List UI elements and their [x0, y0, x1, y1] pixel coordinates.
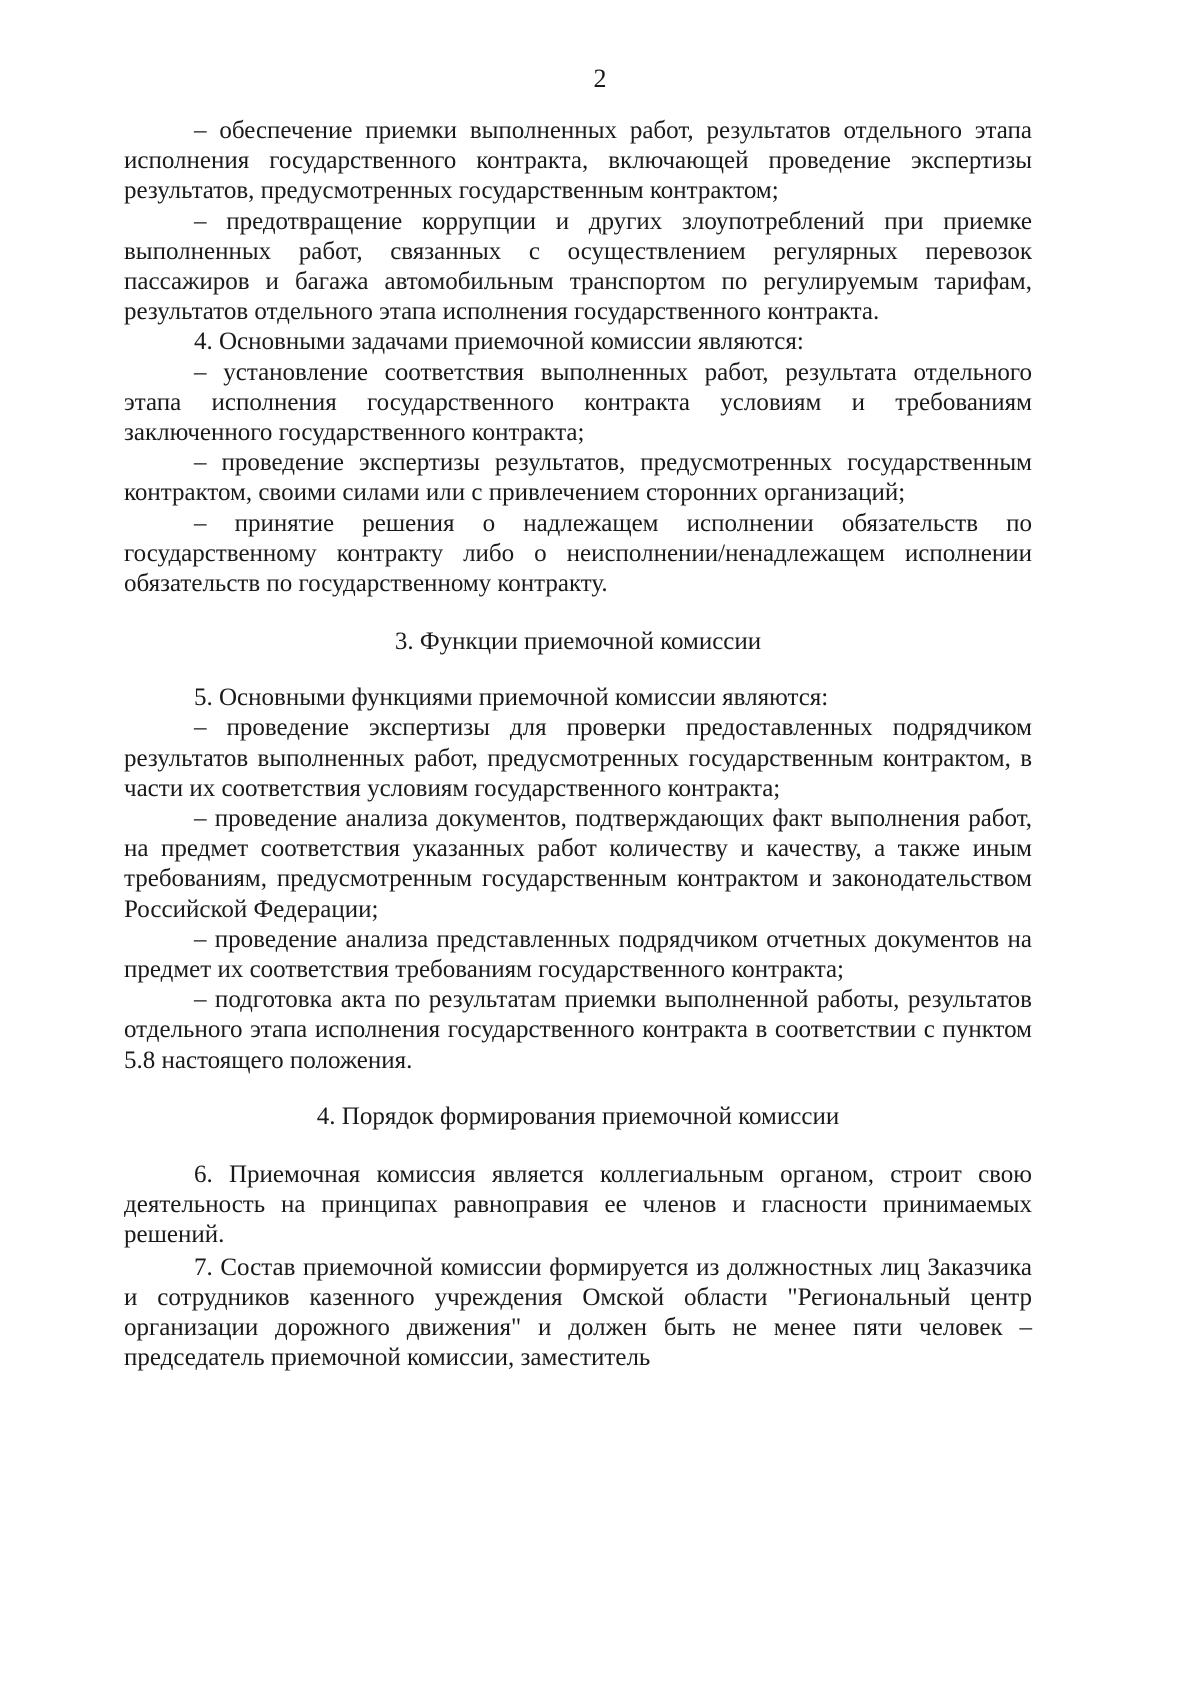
paragraph: 5. Основными функциями приемочной комиссии являются:	[194, 684, 829, 712]
document-body	[124, 116, 1032, 1373]
paragraph: – принятие решения о надлежащем исполнении обязательств по государственному контракту либо о неисполнении/ненадлежащем исполнении обязательств по государственному контракту.	[124, 509, 1032, 598]
paragraph: – обеспечение приемки выполненных работ, результатов отдельного этапа исполнения государственного контракта, включающей проведение экспертизы результатов, предусмотренных государственным контрактом;	[124, 117, 1032, 205]
paragraph: 4. Основными задачами приемочной комиссии являются:	[194, 328, 804, 356]
paragraph: 7. Состав приемочной комиссии формируется из должностных лиц Заказчика и сотрудников казенного учреждения Омской области "Региональный центр организации дорожного движения" и должен быть не менее пяти человек – председатель приемочной комиссии, заместитель	[124, 1253, 1032, 1372]
paragraph: – проведение анализа документов, подтверждающих факт выполнения работ, на предмет соответствия указанных работ количеству и качеству, а также иным требованиям, предусмотренным государственным контрактом и законодательством Российской Федерации;	[124, 805, 1032, 923]
paragraph: – проведение экспертизы результатов, предусмотренных государственным контрактом, своими силами или с привлечением сторонних организаций;	[124, 449, 1032, 507]
paragraph: 6. Приемочная комиссия является коллегиальным органом, строит свою деятельность на принципах равноправия ее членов и гласности принимаемых решений.	[124, 1160, 1032, 1249]
page-number: 2	[593, 64, 607, 93]
section-heading-formation: 4. Порядок формирования приемочной комиссии	[316, 1102, 840, 1130]
section-heading-functions: 3. Функции приемочной комиссии	[394, 628, 762, 656]
paragraph: – установление соответствия выполненных работ, результата отдельного этапа исполнения государственного контракта условиям и требованиям заключенного государственного контракта;	[124, 358, 1032, 447]
paragraph: – проведение анализа представленных подрядчиком отчетных документов на предмет их соответствия требованиям государственного контракта;	[124, 925, 1032, 984]
paragraph: – проведение экспертизы для проверки предоставленных подрядчиком результатов выполненных работ, предусмотренных государственным контрактом, в части их соответствия условиям государственного контракта;	[124, 714, 1032, 802]
paragraph: – предотвращение коррупции и других злоупотреблений при приемке выполненных работ, связанных с осуществлением регулярных перевозок пассажиров и багажа автомобильным транспортом по регулируемым тарифам, результатов отдельного этапа исполнения государственного контракта.	[124, 207, 1032, 326]
paragraph: – подготовка акта по результатам приемки выполненной работы, результатов отдельного этапа исполнения государственного контракта в соответствии с пунктом 5.8 настоящего положения.	[124, 986, 1032, 1074]
